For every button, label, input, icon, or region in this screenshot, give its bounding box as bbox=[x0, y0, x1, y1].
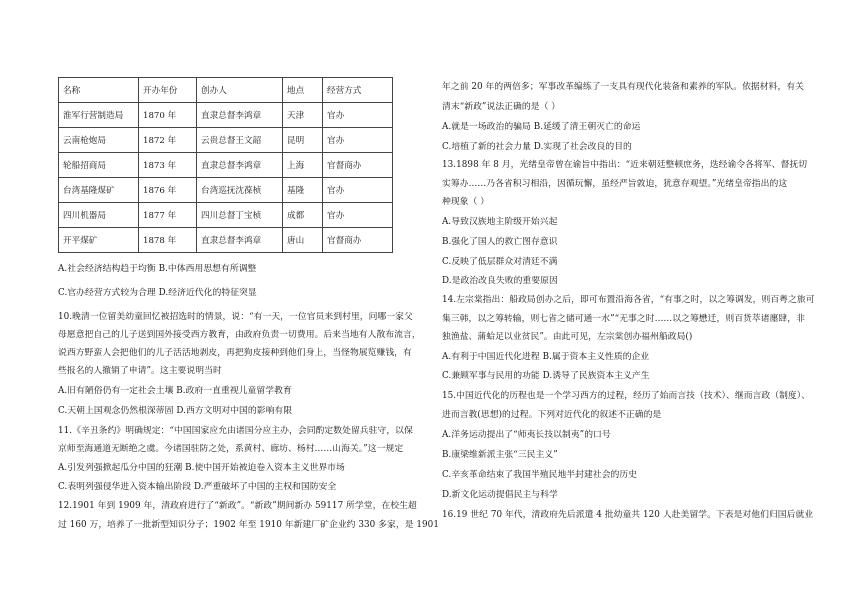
table-cell: 淮军行营制造局 bbox=[59, 103, 139, 128]
table-cell: 台湾基隆煤矿 bbox=[59, 178, 139, 203]
table-cell: 基隆 bbox=[283, 178, 323, 203]
table-cell: 轮船招商局 bbox=[59, 153, 139, 178]
table-cell: 云贵总督王文韶 bbox=[197, 128, 283, 153]
table-cell: 直隶总督李鸿章 bbox=[197, 228, 283, 253]
text-line: C.兼顾军事与民用的功能 D.诱导了民族资本主义产生 bbox=[442, 371, 650, 381]
table-cell: 官办 bbox=[323, 128, 393, 153]
text-line: 11.《辛丑条约》明确规定：“中国国家应允由诸国分应主办，会同酌定数处留兵驻守，以保 bbox=[58, 426, 413, 436]
text-line: C.辛亥革命结束了我国半殖民地半封建社会的历史 bbox=[442, 470, 638, 480]
table-cell: 直隶总督李鸿章 bbox=[197, 153, 283, 178]
table-cell: 唐山 bbox=[283, 228, 323, 253]
table-row bbox=[59, 128, 393, 153]
table-header-cell: 经营方式 bbox=[323, 78, 393, 103]
text-line: C.官办经营方式较为合理 D.经济近代化的特征突显 bbox=[58, 288, 257, 298]
table-cell: 1877 年 bbox=[139, 203, 197, 228]
table-row bbox=[59, 103, 393, 128]
text-line: 进而言教(思想)的过程。下列对近代化的叙述不正确的是 bbox=[442, 410, 662, 420]
text-line: A.有利于中国近代化进程 B.属于资本主义性质的企业 bbox=[442, 352, 650, 362]
text-line: A.就是一场政治的骗局 B.延缓了清王朝灭亡的命运 bbox=[442, 122, 641, 132]
text-line: 母愿意把自己的儿子送到国外接受西方教育，由政府负责一切费用。后来当地有人散布流言， bbox=[58, 330, 421, 340]
text-line: B.康梁维新派主张“三民主义” bbox=[442, 450, 558, 460]
text-line: D.是政治改良失败的重要原因 bbox=[442, 276, 558, 286]
table-cell: 1870 年 bbox=[139, 103, 197, 128]
table-cell: 台湾巡抚沈葆桢 bbox=[197, 178, 283, 203]
text-line: A.导致汉族地主阶级开始兴起 bbox=[442, 217, 558, 227]
table-row bbox=[59, 228, 393, 253]
table-row bbox=[59, 203, 393, 228]
text-line: A.引发列强掀起瓜分中国的狂潮 B.使中国开始被迫卷入资本主义世界市场 bbox=[58, 463, 345, 473]
table-cell: 1873 年 bbox=[139, 153, 197, 178]
table-row bbox=[59, 153, 393, 178]
table-cell: 天津 bbox=[283, 103, 323, 128]
table-cell: 云南枪炮局 bbox=[59, 128, 139, 153]
text-line: 10.晚清一位留美幼童回忆被招选时的情景，说：“有一天，一位官员来到村里，问哪一家父 bbox=[58, 312, 413, 322]
text-line: C.表明列强侵华进入资本输出阶段 D.严重破坏了中国的主权和国防安全 bbox=[58, 482, 337, 492]
table-cell: 官办 bbox=[323, 178, 393, 203]
text-line: 独渔盐、蒲蛤足以业贫民”。由此可见，左宗棠创办福州船政局() bbox=[442, 332, 693, 342]
text-line: 13.1898 年 8 月，光绪皇帝曾在谕旨中指出：“近来朝廷整顿庶务，迭经谕令各将军、督抚切 bbox=[442, 160, 808, 170]
text-line: 清末“新政”说法正确的是（ ） bbox=[442, 102, 561, 112]
text-line: D.新文化运动提倡民主与科学 bbox=[442, 490, 558, 500]
text-line: 京师至海通道无断绝之虞。今诸国驻防之处，系黄村、廊坊、杨村……山海关。”这一规定 bbox=[58, 444, 404, 454]
text-line: 说西方野蛮人会把他们的儿子活活地剥皮，再把狗皮接种到他们身上，当怪物展览赚钱，有 bbox=[58, 348, 412, 358]
table-cell: 1876 年 bbox=[139, 178, 197, 203]
text-line: 15.中国近代化的历程也是一个学习西方的过程，经历了始而言技（技术）、继而言政（制度）、 bbox=[442, 391, 811, 401]
table-cell: 上海 bbox=[283, 153, 323, 178]
factory-table bbox=[58, 77, 393, 253]
text-line: C.培植了新的社会力量 D.实现了社会改良的目的 bbox=[442, 142, 632, 152]
table-cell: 官办 bbox=[323, 103, 393, 128]
table-cell: 官办 bbox=[323, 203, 393, 228]
text-line: B.强化了国人的救亡图存意识 bbox=[442, 237, 558, 247]
text-line: C.天朝上国观念仍然根深蒂固 D.西方文明对中国的影响有限 bbox=[58, 406, 293, 416]
table-cell: 直隶总督李鸿章 bbox=[197, 103, 283, 128]
text-line: 14.左宗棠指出：船政局创办之后，即可布置沿海各省，“有事之时，以之筹调发，则百粤之旅可 bbox=[442, 295, 815, 305]
table-cell: 1878 年 bbox=[139, 228, 197, 253]
text-line: 种现象（ ） bbox=[442, 197, 490, 207]
text-line: 集三韩，以之筹转输，则七省之储可通一水”“无事之时……以之筹懋迁，则百货萃诸廛肆，非 bbox=[442, 314, 805, 324]
table-cell: 开平煤矿 bbox=[59, 228, 139, 253]
table-cell: 成都 bbox=[283, 203, 323, 228]
table-cell: 四川机器局 bbox=[59, 203, 139, 228]
text-line: A.社会经济结构趋于均衡 B.中体西用思想有所调整 bbox=[58, 264, 257, 274]
table-row bbox=[59, 178, 393, 203]
table-header-cell: 开办年份 bbox=[139, 78, 197, 103]
table-header-cell: 地点 bbox=[283, 78, 323, 103]
table-cell: 1872 年 bbox=[139, 128, 197, 153]
table-header-cell: 名称 bbox=[59, 78, 139, 103]
table-cell: 昆明 bbox=[283, 128, 323, 153]
text-line: A.旧有陋俗仍有一定社会土壤 B.政府一直重视儿童留学教育 bbox=[58, 386, 292, 396]
text-line: 过 160 万，培养了一批新型知识分子；1902 年至 1910 年新建厂矿企业约 330 多家，是 1901 bbox=[58, 520, 439, 530]
text-line: 些报名的人撤销了申请”。这主要说明当时 bbox=[58, 366, 222, 376]
table-header-cell: 创办人 bbox=[197, 78, 283, 103]
table-cell: 四川总督丁宝桢 bbox=[197, 203, 283, 228]
text-line: C.反映了低层群众对清廷不满 bbox=[442, 257, 558, 267]
table-cell: 官督商办 bbox=[323, 153, 393, 178]
table-cell: 官督商办 bbox=[323, 228, 393, 253]
text-line: 16.19 世纪 70 年代，清政府先后派遣 4 批幼童共 120 人赴美留学。下表是对他们归国后就业 bbox=[442, 510, 814, 520]
text-line: 年之前 20 年的两倍多；军事改革编练了一支具有现代化装备和素养的军队。依据材料，有关 bbox=[442, 82, 805, 92]
table-header-row bbox=[59, 78, 393, 103]
text-line: 实筹办……乃各省积习相沿，因循玩懈，虽经严旨敦迫，犹意存观望。”光绪皇帝指出的这 bbox=[442, 179, 788, 189]
text-line: A.洋务运动提出了“师夷长技以制夷”的口号 bbox=[442, 430, 611, 440]
text-line: 12.1901 年到 1909 年，清政府进行了“新政”。“新政”期间新办 59117 所学堂，在校生超 bbox=[58, 501, 417, 511]
